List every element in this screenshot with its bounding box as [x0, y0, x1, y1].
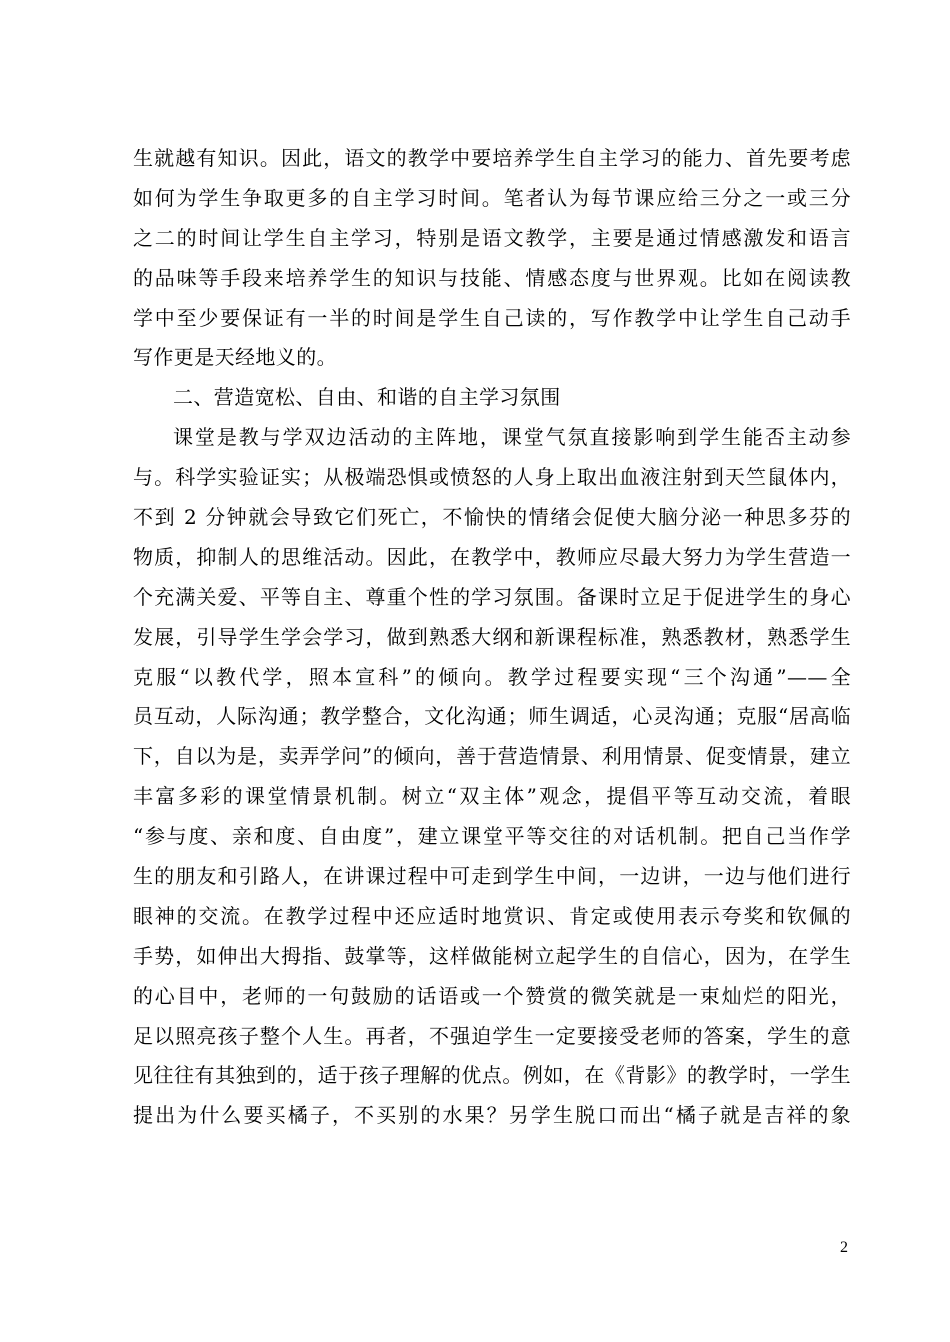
text-line: 眼神的交流。在教学过程中还应适时地赏识、肯定或使用表示夸奖和钦佩的 — [133, 903, 851, 928]
text-line: 见往往有其独到的，适于孩子理解的优点。例如，在《背影》的教学时，一学生 — [133, 1063, 851, 1088]
text-line: 不到 2 分钟就会导致它们死亡，不愉快的情绪会促使大脑分泌一种思多芬的 — [133, 505, 851, 530]
page-number: 2 — [840, 1239, 848, 1256]
text-line: 的心目中，老师的一句鼓励的话语或一个赞赏的微笑就是一束灿烂的阳光， — [133, 983, 851, 1008]
text-line: 学中至少要保证有一半的时间是学生自己读的，写作教学中让学生自己动手 — [133, 305, 851, 330]
text-line: 丰富多彩的课堂情景机制。树立“双主体”观念，提倡平等互动交流，着眼 — [133, 784, 851, 809]
text-line: 员互动，人际沟通；教学整合，文化沟通；师生调适，心灵沟通；克服“居高临 — [133, 704, 851, 729]
text-line: 生的朋友和引路人，在讲课过程中可走到学生中间，一边讲，一边与他们进行 — [133, 864, 851, 889]
text-line: 生就越有知识。因此，语文的教学中要培养学生自主学习的能力、首先要考虑 — [133, 146, 851, 170]
text-line: 之二的时间让学生自主学习，特别是语文教学，主要是通过情感激发和语言 — [133, 225, 851, 250]
text-line: 写作更是天经地义的。 — [133, 345, 337, 370]
text-line: 下，自以为是，卖弄学问”的倾向，善于营造情景、利用情景、促变情景，建立 — [133, 744, 851, 769]
text-line: 提出为什么要买橘子，不买别的水果？另学生脱口而出“橘子就是吉祥的象 — [133, 1103, 851, 1128]
text-line: 手势，如伸出大拇指、鼓掌等，这样做能树立起学生的自信心，因为，在学生 — [133, 943, 851, 968]
text-line: 足以照亮孩子整个人生。再者，不强迫学生一定要接受老师的答案，学生的意 — [133, 1023, 851, 1048]
text-line: 的品味等手段来培养学生的知识与技能、情感态度与世界观。比如在阅读教 — [133, 265, 851, 290]
text-line: 物质，抑制人的思维活动。因此，在教学中，教师应尽最大努力为学生营造一 — [133, 544, 851, 569]
section-heading: 二、营造宽松、自由、和谐的自主学习氛围 — [173, 385, 561, 410]
text-line: 发展，引导学生学会学习，做到熟悉大纲和新课程标准，熟悉教材，熟悉学生 — [133, 624, 851, 649]
text-line: 与。科学实验证实；从极端恐惧或愤怒的人身上取出血液注射到天竺鼠体内， — [133, 465, 851, 490]
text-line: “参与度、亲和度、自由度”，建立课堂平等交往的对话机制。把自己当作学 — [133, 824, 851, 849]
text-line: 如何为学生争取更多的自主学习时间。笔者认为每节课应给三分之一或三分 — [133, 185, 851, 210]
text-line: 个充满关爱、平等自主、尊重个性的学习氛围。备课时立足于促进学生的身心 — [133, 584, 851, 609]
text-line: 克服“以教代学，照本宣科”的倾向。教学过程要实现“三个沟通”——全 — [133, 664, 851, 689]
body-text — [133, 139, 851, 1136]
text-line: 课堂是教与学双边活动的主阵地，课堂气氛直接影响到学生能否主动参 — [173, 425, 851, 450]
